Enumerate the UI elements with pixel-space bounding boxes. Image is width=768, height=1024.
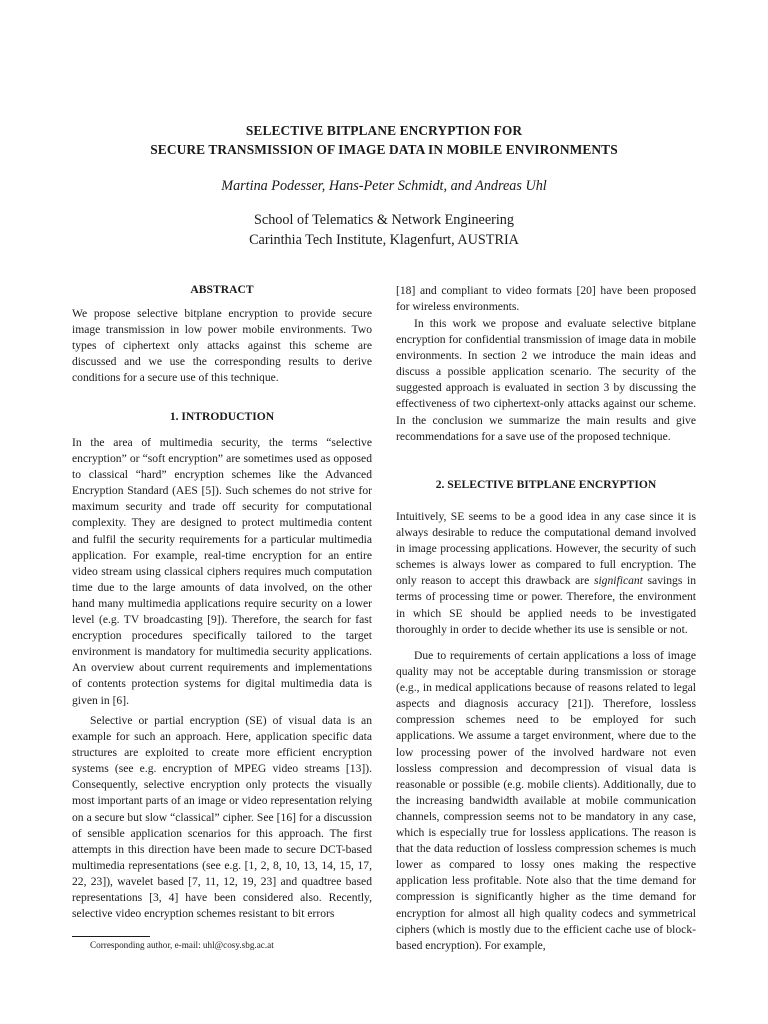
- section-2-paragraph-1-text-b: savings in terms of processing time or power. Therefore, the environment in which SE should be applied needs to be investigated thoroughly in order to decide whether its use is sensible or not.: [396, 574, 696, 636]
- affiliation-line-1: School of Telematics & Network Engineering: [254, 212, 514, 228]
- abstract-text: We propose selective bitplane encryption to provide secure image transmission in low power mobile environments. Two types of ciphertext only attacks against this scheme are discussed and we use the corresponding results to derive conditions for a secure use of this technique.: [72, 307, 372, 385]
- introduction-paragraph-1: In the area of multimedia security, the terms “selective encryption” or “soft encryption” are sometimes used as opposed to classical “hard” encryption schemes like the Advanced Encryption Standard (AES [5]). Such schemes do not strive for maximum security and trade off security for computational complexity. They are designed to protect multimedia content and fulfil the security requirements for a particular multimedia application. For example, real-time encryption for an entire video stream using classical ciphers requires much computation time due to the large amounts of data involved, on the other hand many multimedia applications require security on a lower level (e.g. TV broadcasting [9]). Therefore, the search for fast encryption procedures specifically tailored to the target environment is mandatory for multimedia security applications. An overview about current requirements and implementations of contents protection systems for digital multimedia data is given in [6].: [72, 436, 372, 707]
- paper-title-line-2: SECURE TRANSMISSION OF IMAGE DATA IN MOBILE ENVIRONMENTS: [150, 142, 618, 157]
- introduction-heading: 1. INTRODUCTION: [169, 410, 275, 423]
- author-list: Martina Podesser, Hans-Peter Schmidt, and Andreas Uhl: [221, 178, 547, 194]
- introduction-paragraph-2: Selective or partial encryption (SE) of visual data is an example for such an approach. Here, application specific data structures are exploited to create more efficient encryption systems (see e.g. encryption of MPEG video streams [13]). Consequently, selective encryption only protects the visually most important parts of an image or video representation relying on a secure but slow “classical” cipher. See [16] for a discussion of sensible application scenarios for this approach. The first attempts in this direction have been made to secure DCT-based multimedia representations (see e.g. [1, 2, 8, 10, 13, 14, 15, 17, 22, 23]), wavelet based [7, 11, 12, 19, 23] and quadtree based representations [3, 4] have been considered also. Recently, selective video encryption schemes resistant to bit errors: [72, 714, 372, 921]
- footnote: Corresponding author, e-mail: uhl@cosy.sbg.ac.at: [90, 940, 274, 950]
- introduction-paragraph-3: [18] and compliant to video formats [20] have been proposed for wireless environments.: [396, 284, 696, 314]
- affiliation-line-2: Carinthia Tech Institute, Klagenfurt, AUSTRIA: [249, 232, 519, 248]
- section-2-paragraph-1: [396, 509, 696, 638]
- section-2-paragraph-2: Due to requirements of certain applications a loss of image quality may not be acceptable during transmission or storage (e.g., in medical applications because of reasons related to legal aspects and diagnosis accuracy [21]). Therefore, lossless compression schemes need to be employed for such applications. We assume a target environment, where due to the low processing power of the involved hardware not even lossless compression and decompression of visual data is reasonable or possible (e.g. mobile clients). Additionally, due to the increasing bandwidth available at mobile communication channels, compression seems not to be mandatory in any case, which is especially true for lossless applications. The reason is that the data reduction of lossless compression schemes is much lower as compared to lossy ones making the respective application less profitable. Note also that the time demand for compression is significantly higher as the time demand for encryption for almost all high quality codecs and symmetrical ciphers (which is mostly due to the efficient cache use of block-based encryption). For example,: [396, 649, 696, 952]
- paper-title-line-1: SELECTIVE BITPLANE ENCRYPTION FOR: [245, 123, 523, 138]
- section-2-paragraph-1-emphasis: significant: [593, 574, 643, 588]
- abstract-heading: ABSTRACT: [190, 283, 254, 296]
- section-2-paragraph-1-text-a: Intuitively, SE seems to be a good idea in any case since it is always desirable to reduce the computational demand involved in image processing applications. However, the security of such schemes is always lower as compared to full encryption. The only reason to accept this drawback are: [396, 510, 696, 588]
- introduction-paragraph-4: In this work we propose and evaluate selective bitplane encryption for confidential transmission of image data in mobile environments. In section 2 we introduce the main ideas and discuss a possible application scenario. The security of the suggested approach is evaluated in section 3 by discussing the effectiveness of two ciphertext-only attacks against our scheme. In the conclusion we summarize the main results and give recommendations for a save use of the proposed technique.: [396, 317, 696, 443]
- footnote-rule: [72, 936, 150, 937]
- section-2-heading: 2. SELECTIVE BITPLANE ENCRYPTION: [435, 478, 657, 491]
